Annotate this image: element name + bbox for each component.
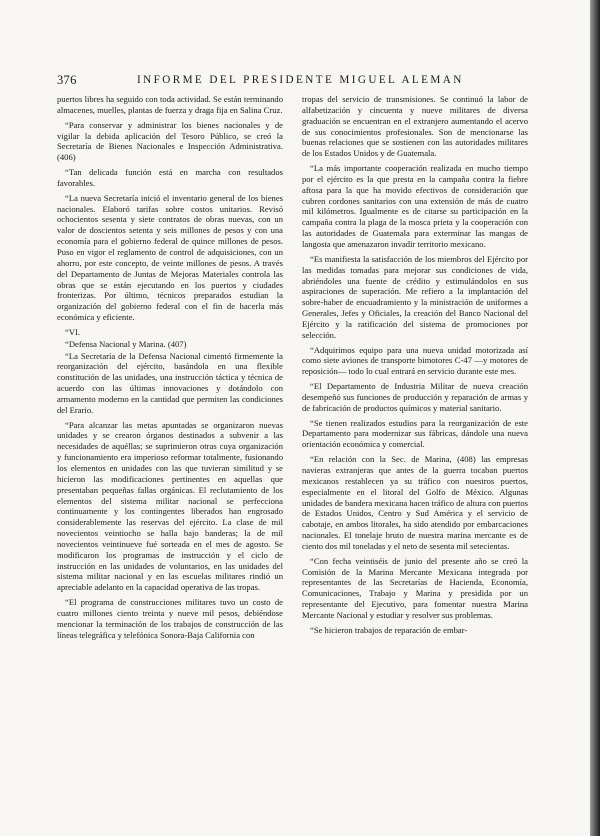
right-column: [302, 94, 528, 640]
section-heading: “VI.: [65, 326, 81, 337]
paragraph: “La nueva Secretaría inició el inventario general de los bienes nacionales. Elaboró tarifas sobre costos unitarios. Revisó ochocientos sesenta y siete contratos de obras nuevas, con un valor de doscientos setenta y seis millones de pesos y con una economía para el gobierno federal de quince millones de pesos. Puso en vigor el reglamento de control de adquisiciones, con un ahorro, por este concepto, de veinte millones de pesos. A través del Departamento de Juntas de Mejoras Materiales controla las obras que se están ejecutando en los puertos y ciudades fronterizas. Por último, técnicos preparados estudian la organización del gobierno federal con el fin de hacerla más económica y eficiente.: [57, 192, 283, 323]
paragraph: “El programa de construcciones militares tuvo un costo de cuatro millones ciento treinta y nueve mil pesos, debiéndose mencionar la terminación de los trabajos de construcción de las líneas telegráfica y telefónica Sonora-Baja California con: [57, 597, 283, 640]
scan-shadow-edge: [590, 0, 600, 836]
running-title: INFORME DEL PRESIDENTE MIGUEL ALEMAN: [137, 74, 464, 86]
paragraph: “Se tienen realizados estudios para la reorganización de este Departamento para modernizar sus fábricas, dándole una nueva orientación económica y comercial.: [302, 417, 528, 450]
paragraph: “En relación con la Sec. de Marina, (408) las empresas navieras extranjeras que antes de la guerra tocaban puertos mexicanos restablecen ya su tráfico con nuestros puertos, especialmente en el litoral del Golfo de México. Algunas unidades de bandera mexicana hacen tráfico de altura con puertos de Estados Unidos, Centro y Sud América y el servicio de cabotaje, en ambos litorales, ha sido atendido por embarcaciones nacionales. El tonelaje bruto de nuestra marina mercante es de ciento dos mil toneladas y el neto de sesenta mil setecientas.: [302, 454, 528, 551]
paragraph: “El Departamento de Industria Militar de nueva creación desempeñó sus funciones de producción y reparación de armas y de fabricación de productos químicos y material sanitario.: [302, 381, 528, 413]
paragraph: puertos libres ha seguido con toda actividad. Se están terminando almacenes, muelles, plantas de fuerza y draga fija en Salina Cruz.: [57, 94, 283, 115]
paragraph: tropas del servicio de transmisiones. Se continuó la labor de alfabetización y cincuenta y nueve militares de diversa graduación se encuentran en el extranjero aumentando el acervo de sus conocimientos profesionales. Son de mencionarse las buenas relaciones que se sostienen con las autoridades militares de los Estados Unidos y de Guatemala.: [302, 94, 528, 159]
paragraph: “Es manifiesta la satisfacción de los miembros del Ejército por las medidas tomadas para mejorar sus condiciones de vida, abriéndoles una fuente de crédito y estimulándolos en sus aspiraciones de superación. Me refiero a la implantación del sobre-haber de encuadramiento y la ministración de uniformes a Generales, Jefes y Oficiales, la creación del Banco Nacional del Ejército y la ratificación del sistema de promociones por selección.: [302, 253, 528, 340]
paragraph: “Con fecha veintiséis de junio del presente año se creó la Comisión de la Marina Mercante Mexicana integrada por representantes de las Secretarías de Hacienda, Economía, Comunicaciones, Trabajo y Marina y presidida por un representante del Ejecutivo, para fomentar nuestra Marina Mercante Nacional y estudiar y resolver sus problemas.: [302, 555, 528, 620]
page-header: [57, 73, 537, 89]
paragraph: “Tan delicada función está en marcha con resultados favorables.: [57, 167, 283, 188]
paragraph: “Para conservar y administrar los bienes nacionales y de vigilar la debida aplicación del Tesoro Público, se creó la Secretaría de Bienes Nacionales e Inspección Administrativa. (406): [57, 119, 283, 163]
paragraph: “Adquirimos equipo para una nueva unidad motorizada así como siete aviones de transporte bimotores C-47 —y motores de reposición— todo lo cual entrará en servicio durante este mes.: [302, 344, 528, 377]
page-number: 376: [57, 73, 77, 87]
paragraph: “Para alcanzar las metas apuntadas se organizaron nuevas unidades y se crearon órganos destinados a subvenir a las necesidades de aquéllas; se suprimieron otras cuya organización y funcionamiento era imperioso reformar totalmente, fusionando los elementos en unidades con las que tuvieran similitud y se hicieron las modificaciones pertinentes en aquellas que presentaban pequeñas fallas orgánicas. El reclutamiento de los elementos del sistema militar nacional se perfecciona continuamente y los contingentes liberados han engrosado considerablemente las reservas del ejército. La clase de mil novecientos veintiocho se halla bajo banderas; la de mil novecientos veintinueve fué sorteada en el mes de agosto. Se modificaron los programas de instrucción y el ciclo de instrucción en las unidades de voluntarios, en las unidades del sistema militar nacional y en las escuelas militares rindió un apreciable adelanto en la capacidad operativa de las tropas.: [57, 419, 283, 593]
paragraph: “La Secretaría de la Defensa Nacional cimentó firmemente la reorganización del ejército, basándola en una flexible constitución de las unidades, una instrucción táctica y técnica de acuerdo con las últimas innovaciones y dotándolo con armamento moderno en la cantidad que permiten las condiciones del Erario.: [57, 350, 283, 415]
left-column: [57, 94, 283, 645]
paragraph: “Se hicieron trabajos de reparación de embar-: [310, 624, 468, 635]
section-subheading: “Defensa Nacional y Marina. (407): [65, 338, 187, 349]
paragraph: “La más importante cooperación realizada en mucho tiempo por el ejército es la que presta en la campaña contra la fiebre aftosa para la que ha movido efectivos de consideración que cubren cordones sanitarios con una extensión de más de cuatro mil kilómetros. Igualmente es de citarse su participación en la campaña contra la plaga de la mosca prieta y la cooperación con las autoridades de Guatemala para exterminar las mangas de langosta que amenazaron invadir territorio mexicano.: [302, 163, 528, 249]
